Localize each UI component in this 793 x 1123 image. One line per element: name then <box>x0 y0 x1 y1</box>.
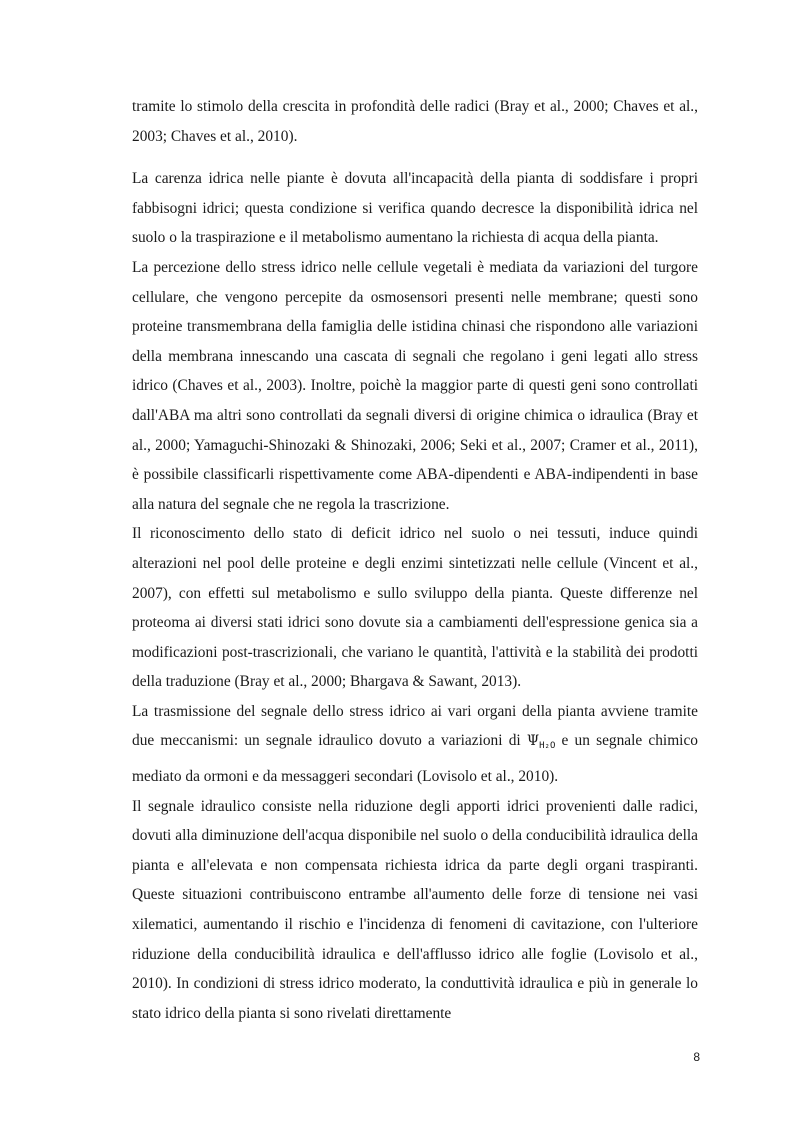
water-potential-symbol: Ψ <box>526 733 540 750</box>
paragraph-water-deficit: La carenza idrica nelle piante è dovuta all'incapacità della pianta di soddisfare i propri fabbisogni idrici; questa condizione si verifica quando decresce la disponibilità idrica nel suolo o la traspirazione e il metabolismo aumentano la richiesta di acqua della pianta. <box>132 170 698 247</box>
signal-text-before: La trasmissione del segnale dello stress idrico ai vari organi della pianta avviene tramite due meccanismi: un segnale idraulico dovuto a variazioni di <box>132 702 698 750</box>
paragraph-deficit-recognition: Il riconoscimento dello stato di deficit idrico nel suolo o nei tessuti, induce quindi alterazioni nel pool delle proteine e degli enzimi sintetizzati nelle cellule (Vincent et al., 2007), con effetti sul metabolismo e sullo sviluppo della pianta. Queste differenze nel proteoma ai diversi stati idrici sono dovute sia a cambiamenti dell'espressione genica sia a modificazioni post-trascrizionali, che variano le quantità, l'attività e la stabilità dei prodotti della traduzione (Bray et al., 2000; Bhargava & Sawant, 2013). <box>132 525 698 691</box>
paragraph-signal-transmission <box>132 697 698 792</box>
signal-text-after: e un segnale chimico mediato da ormoni e da messaggeri secondari (Lovisolo et al., 2010). <box>132 732 698 786</box>
page-number: 8 <box>693 1050 700 1064</box>
paragraph-hydraulic-signal: Il segnale idraulico consiste nella riduzione degli apporti idrici provenienti dalle radici, dovuti alla diminuzione dell'acqua disponibile nel suolo o della conducibilità idraulica della pianta e all'elevata e non compensata richiesta idrica da parte degli organi traspiranti. Queste situazioni contribuiscono entrambe all'aumento delle forze di tensione nei vasi xilematici, aumentando il rischio e l'incidenza di fenomeni di cavitazione, con l'ulteriore riduzione della conducibilità idraulica e dell'afflusso idrico alle foglie (Lovisolo et al., 2010). In condizioni di stress idrico moderato, la conduttività idraulica e più in generale lo stato idrico della pianta si sono rivelati direttamente <box>132 797 698 1022</box>
water-potential-subscript: H₂O <box>539 741 556 752</box>
paragraph-continuation: tramite lo stimolo della crescita in profondità delle radici (Bray et al., 2000; Chaves et al., 2003; Chaves et al., 2010). <box>132 98 698 145</box>
body-text <box>132 92 698 1028</box>
paragraph-stress-perception: La percezione dello stress idrico nelle cellule vegetali è mediata da variazioni del turgore cellulare, che vengono percepite da osmosensori presenti nelle membrane; questi sono proteine transmembrana della famiglia delle istidina chinasi che rispondono alle variazioni della membrana innescando una cascata di segnali che regolano i geni legati allo stress idrico (Chaves et al., 2003). Inoltre, poichè la maggior parte di questi geni sono controllati dall'ABA ma altri sono controllati da segnali diversi di origine chimica o idraulica (Bray et al., 2000; Yamaguchi-Shinozaki & Shinozaki, 2006; Seki et al., 2007; Cramer et al., 2011), è possibile classificarli rispettivamente come ABA-dipendenti e ABA-indipendenti in base alla natura del segnale che ne regola la trascrizione. <box>132 258 698 513</box>
